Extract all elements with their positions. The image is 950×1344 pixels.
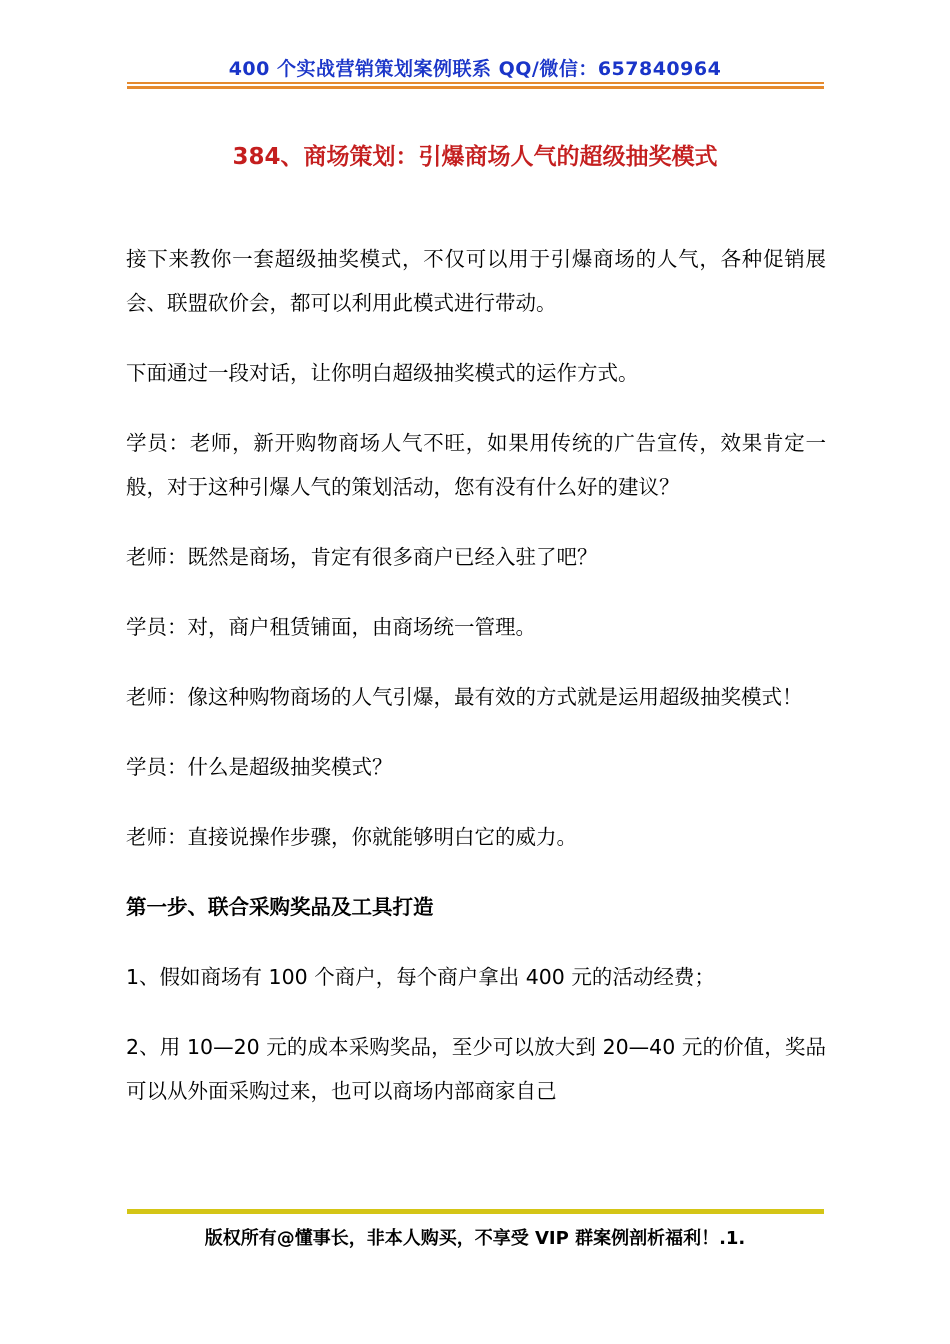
paragraph-teacher-reply: 老师：既然是商场，肯定有很多商户已经入驻了吧？	[126, 545, 598, 569]
paragraph-dialogue-lead: 下面通过一段对话，让你明白超级抽奖模式的运作方式。	[126, 361, 639, 385]
list-item-1: 1、假如商场有 100 个商户，每个商户拿出 400 元的活动经费；	[126, 965, 715, 989]
step-heading: 第一步、联合采购奖品及工具打造	[126, 895, 434, 919]
header-contact: 400 个实战营销策划案例联系 QQ/微信：657840964	[228, 58, 722, 80]
header-divider-thin	[127, 82, 824, 84]
paragraph-teacher-answer: 老师：像这种购物商场的人气引爆，最有效的方式就是运用超级抽奖模式！	[126, 685, 803, 709]
document-body	[126, 237, 826, 1139]
paragraph-student-reply: 学员：对，商户租赁铺面，由商场统一管理。	[126, 615, 536, 639]
paragraph-teacher-steps: 老师：直接说操作步骤，你就能够明白它的威力。	[126, 825, 577, 849]
paragraph-intro: 接下来教你一套超级抽奖模式，不仅可以用于引爆商场的人气，各种促销展会、联盟砍价会，都可以利用此模式进行带动。	[126, 247, 826, 315]
footer-divider	[127, 1209, 824, 1214]
footer-copyright: 版权所有@懂事长，非本人购买，不享受 VIP 群案例剖析福利！.1.	[204, 1228, 746, 1249]
page-title: 384、商场策划：引爆商场人气的超级抽奖模式	[232, 144, 718, 170]
header-divider-thick	[127, 86, 824, 89]
list-item-2: 2、用 10—20 元的成本采购奖品，至少可以放大到 20—40 元的价值，奖品可以从外面采购过来，也可以商场内部商家自己	[126, 1035, 826, 1103]
paragraph-student-question: 学员：老师，新开购物商场人气不旺，如果用传统的广告宣传，效果肯定一般，对于这种引爆人气的策划活动，您有没有什么好的建议？	[126, 431, 826, 499]
paragraph-student-ask: 学员：什么是超级抽奖模式？	[126, 755, 393, 779]
